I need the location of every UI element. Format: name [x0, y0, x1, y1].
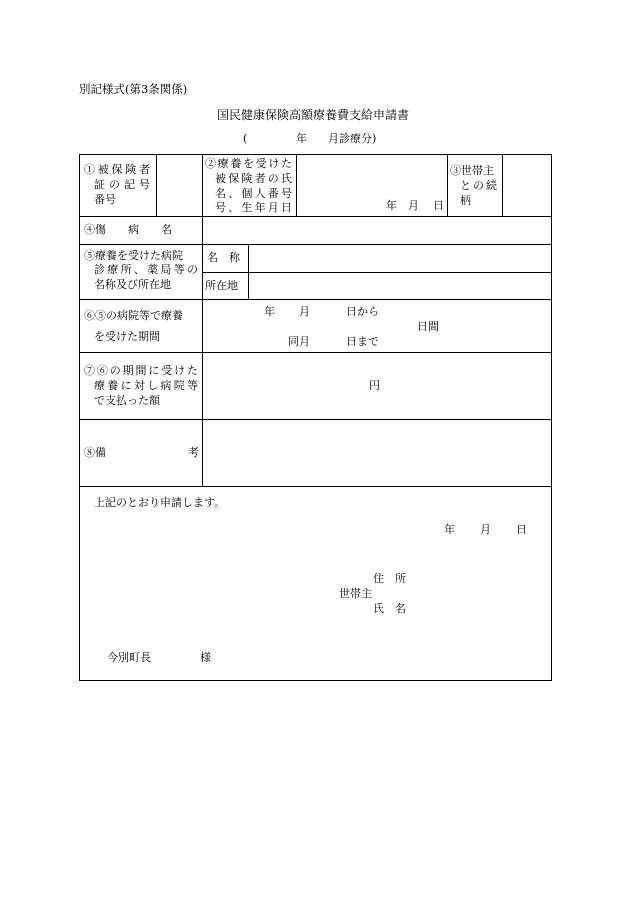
- patient-label-line2: 被保険者の氏: [215, 172, 292, 185]
- period-label-line2: を受けた期間: [94, 330, 160, 343]
- hospital-label-line1: ⑤療養を受けた病院: [84, 249, 183, 262]
- patient-label-line3: 名、個人番号: [215, 187, 292, 200]
- householder-name-label: 氏 名: [373, 602, 406, 615]
- remarks-label-left: ⑧備: [84, 446, 106, 459]
- patient-label-line1: ②療養を受けた: [205, 157, 292, 170]
- hospital-address-label: 所在地: [205, 279, 238, 292]
- disease-name-field[interactable]: [203, 217, 551, 244]
- period-from-month: 月: [299, 305, 310, 318]
- amount-label-line2: 療養に対し病院等: [94, 379, 198, 392]
- period-label-line1: ⑥⑤の病院等で療養: [84, 309, 183, 322]
- application-date-year: 年: [444, 523, 455, 536]
- insured-card-label-line2: 証の記号: [94, 178, 150, 191]
- hospital-label-line2: 診療所、薬局等の: [94, 263, 198, 276]
- disease-name-label: ④傷 病 名: [84, 223, 172, 236]
- dob-year-label: 年: [386, 199, 397, 212]
- relation-label-line2: との続: [460, 179, 497, 192]
- relation-label-line1: ③世帯主: [450, 164, 494, 177]
- householder-label: 世帯主: [339, 587, 372, 600]
- application-statement: 上記のとおり申請します。: [94, 496, 226, 509]
- amount-yen: 円: [369, 379, 380, 392]
- period-to-month: 同月: [288, 335, 310, 348]
- patient-info-field[interactable]: [297, 155, 447, 216]
- treatment-period-field[interactable]: [203, 300, 551, 352]
- hospital-address-field[interactable]: [249, 273, 551, 299]
- hospital-name-field[interactable]: [249, 245, 551, 272]
- col-divider: [202, 155, 203, 216]
- insured-card-number-field[interactable]: [157, 155, 202, 216]
- form-reference: 別記様式(第3条関係): [79, 82, 188, 96]
- row-divider: [80, 486, 551, 487]
- period-year-label: 年: [296, 132, 307, 145]
- form-title: 国民健康保険高額療養費支給申請書: [217, 108, 410, 122]
- remarks-label-right: 考: [188, 446, 199, 459]
- period-days: 日間: [417, 320, 439, 333]
- amount-label-line1: ⑦⑥の期間に受けた: [84, 364, 198, 377]
- application-date-month: 月: [480, 523, 491, 536]
- patient-label-line4: 号、生年月日: [215, 201, 292, 214]
- amount-label-line3: で支払った額: [94, 394, 160, 407]
- amount-paid-field[interactable]: [203, 353, 551, 419]
- addressee: 今別町長: [107, 651, 151, 664]
- period-month-label: 月診療分): [328, 132, 377, 145]
- insured-card-label-line3: 番号: [94, 193, 116, 206]
- application-date-day: 日: [516, 523, 527, 536]
- remarks-field[interactable]: [203, 420, 551, 486]
- period-from-year: 年: [264, 305, 275, 318]
- period-to-day: 日まで: [346, 335, 379, 348]
- application-form-table: [79, 154, 552, 681]
- insured-card-label-line1: ①被保険者: [84, 163, 150, 176]
- period-from-day: 日から: [346, 305, 379, 318]
- hospital-name-label: 名 称: [207, 251, 240, 264]
- relation-field[interactable]: [503, 155, 551, 216]
- householder-address-label: 住 所: [373, 572, 406, 585]
- hospital-label-line3: 名称及び所在地: [94, 278, 171, 291]
- relation-label-line3: 柄: [460, 194, 471, 207]
- period-open-paren: (: [243, 132, 248, 145]
- dob-month-label: 月: [408, 199, 419, 212]
- dob-day-label: 日: [433, 199, 444, 212]
- col-divider: [447, 155, 448, 216]
- addressee-honorific: 様: [200, 651, 211, 664]
